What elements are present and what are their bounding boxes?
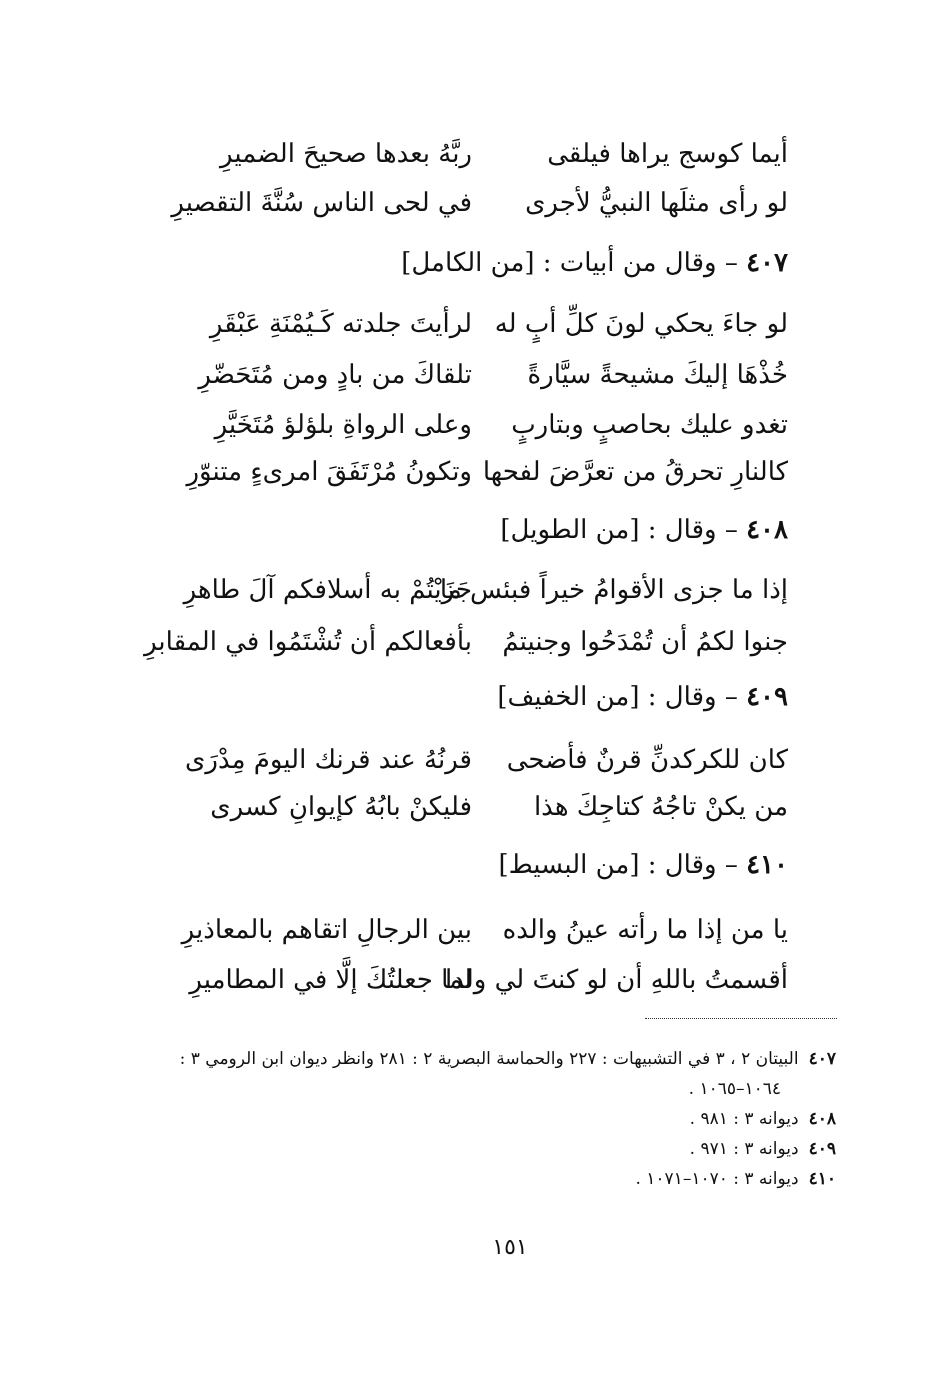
verse-second-hemistich: قرنُهُ عند قرنك اليومَ مِدْرَى <box>185 745 472 775</box>
verse-first-hemistich: كالنارِ تحرقُ من تعرَّضَ لفحها <box>482 457 788 487</box>
footnote-407 <box>180 1046 836 1072</box>
page-number: ١٥١ <box>492 1235 528 1260</box>
verse-second-hemistich: وتكونُ مُرْتَفَقَ امرىءٍ متنوّرِ <box>186 457 472 487</box>
verse-first-hemistich: أيما كوسج يراها فيلقى <box>547 139 788 169</box>
verse-first-hemistich: إذا ما جزى الأقوامُ خيراً فبئس ما <box>439 575 788 605</box>
footnote-text: ديوانه ٣ : ٩٧١ . <box>689 1139 799 1159</box>
verse-second-hemistich: جَزَيْتُمْ به أسلافكم آلَ طاهرِ <box>183 575 472 605</box>
footnote-separator <box>645 1018 837 1019</box>
verse-second-hemistich: تلقاكَ من بادٍ ومن مُتَحَضّرِ <box>198 360 472 390</box>
section-title: – وقال : [من الطويل] <box>500 515 738 545</box>
footnote-text: ١٠٦٤–١٠٦٥ . <box>688 1079 781 1099</box>
footnote-number: ٤٠٨ <box>808 1109 836 1129</box>
section-heading-408 <box>500 515 788 545</box>
footnote-text: البيتان ٢ ، ٣ في التشبيهات : ٢٢٧ والحماسة البصرية ٢ : ٢٨١ وانظر ديوان ابن الرومي ٣ : <box>179 1049 799 1069</box>
verse-first-hemistich: لو رأى مثلَها النبيُّ لأجرى <box>525 188 788 218</box>
footnote-410 <box>635 1166 836 1192</box>
section-number: ٤٠٨ <box>746 515 788 545</box>
verse-first-hemistich: كان للكركدنِّ قرنٌ فأضحى <box>506 745 788 775</box>
verse-first-hemistich: جنوا لكمُ أن تُمْدَحُوا وجنيتمُ <box>502 627 788 657</box>
verse-first-hemistich: لو جاءَ يحكي لونَ كلِّ أبٍ له <box>494 309 788 339</box>
verse-second-hemistich: وعلى الرواةِ بلؤلؤ مُتَخَيَّرِ <box>214 410 472 440</box>
footnote-text: ديوانه ٣ : ١٠٧٠–١٠٧١ . <box>635 1169 799 1189</box>
verse-first-hemistich: تغدو عليك بحاصبٍ وبتاربٍ <box>511 410 788 440</box>
footnote-number: ٤١٠ <box>808 1169 836 1189</box>
section-heading-407 <box>401 248 788 278</box>
footnote-409 <box>690 1136 836 1162</box>
footnote-408 <box>690 1106 836 1132</box>
verse-first-hemistich: من يكنْ تاجُهُ كتاجِكَ هذا <box>533 792 788 822</box>
section-number: ٤١٠ <box>746 850 788 880</box>
section-title: – وقال : [من الخفيف] <box>497 682 738 712</box>
verse-first-hemistich: يا من إذا ما رأته عينُ والده <box>502 915 788 945</box>
section-title: – وقال : [من البسيط] <box>498 850 738 880</box>
section-number: ٤٠٧ <box>746 248 788 278</box>
footnote-number: ٤٠٧ <box>808 1049 836 1069</box>
verse-second-hemistich: بأفعالكم أن تُشْتَمُوا في المقابرِ <box>144 627 472 657</box>
section-heading-409 <box>497 682 788 712</box>
footnote-407-continuation <box>689 1076 781 1102</box>
verse-second-hemistich: لما جعلتُكَ إلَّا في المطاميرِ <box>189 965 472 995</box>
verse-second-hemistich: بين الرجالِ اتقاهم بالمعاذيرِ <box>181 915 472 945</box>
section-heading-410 <box>498 850 788 880</box>
verse-first-hemistich: أقسمتُ باللهِ أن لو كنتَ لي ولدا <box>445 965 788 995</box>
verse-second-hemistich: في لحى الناس سُنَّةَ التقصيرِ <box>171 188 472 218</box>
footnote-text: ديوانه ٣ : ٩٨١ . <box>689 1109 799 1129</box>
section-title: – وقال من أبيات : [من الكامل] <box>401 248 738 278</box>
verse-second-hemistich: فليكنْ بابُهُ كإيوانِ كسرى <box>210 792 472 822</box>
footnote-number: ٤٠٩ <box>808 1139 836 1159</box>
verse-first-hemistich: خُذْهَا إليكَ مشيحةً سيَّارةً <box>527 360 788 390</box>
verse-second-hemistich: ربَّهُ بعدها صحيحَ الضميرِ <box>220 139 472 169</box>
section-number: ٤٠٩ <box>746 682 788 712</box>
verse-second-hemistich: لرأيتَ جلدته كَـيُمْنَةِ عَبْقَرِ <box>209 309 472 339</box>
